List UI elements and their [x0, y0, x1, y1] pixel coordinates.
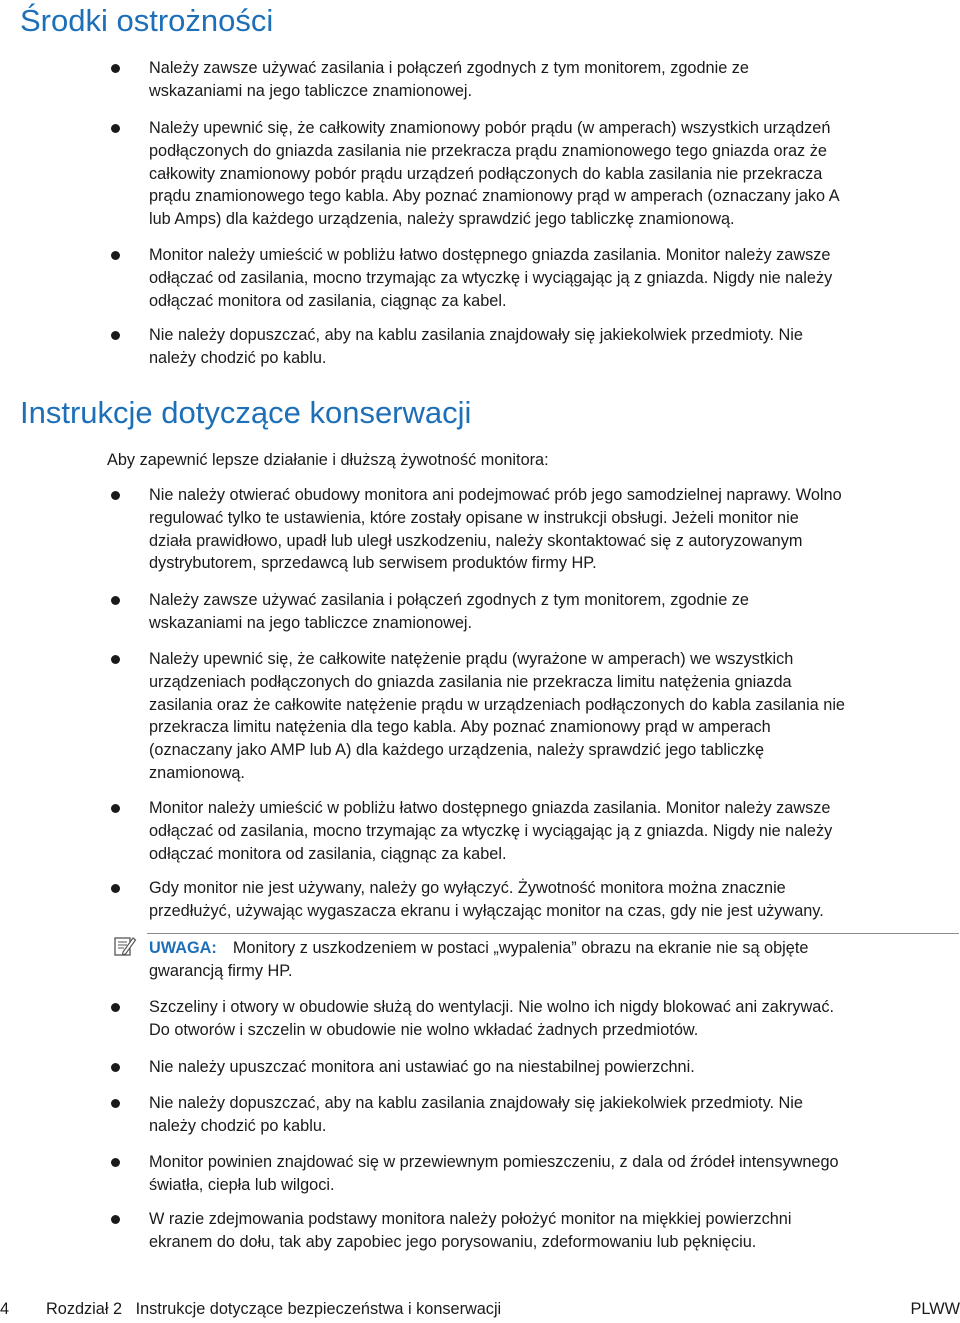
bullet-icon	[111, 1003, 120, 1012]
note-line-2: gwarancją firmy HP.	[149, 961, 293, 980]
bullet-icon	[111, 1063, 120, 1072]
maintenance-intro: Aby zapewnić lepsze działanie i dłuższą żywotność monitora:	[107, 451, 549, 469]
list-item-text	[149, 797, 959, 865]
text-line: regulować tylko te ustawienia, które zostały opisane w instrukcji obsługi. Jeżeli monitor nie	[149, 508, 799, 527]
text-line: przedłużyć, używając wygaszacza ekranu i wyłączając monitor na czas, gdy nie jest używany.	[149, 901, 824, 920]
page-title-maintenance: Instrukcje dotyczące konserwacji	[20, 395, 472, 430]
bullet-icon	[111, 1215, 120, 1224]
note-text-1: Monitory z uszkodzeniem w postaci „wypalenia” obrazu na ekranie nie są objęte	[232, 939, 809, 957]
text-line: należy chodzić po kablu.	[149, 1116, 327, 1135]
text-line: Monitor należy umieścić w pobliżu łatwo dostępnego gniazda zasilania. Monitor należy zawsze	[149, 799, 831, 817]
text-line: lub Amps) dla każdego urządzenia, należy sprawdzić jego tabliczkę znamionową.	[149, 210, 735, 229]
text-line: Nie należy dopuszczać, aby na kablu zasilania znajdowały się jakiekolwiek przedmioty. Nie	[149, 326, 803, 344]
list-item-text	[149, 244, 959, 312]
text-line: Należy zawsze używać zasilania i połączeń zgodnych z tym monitorem, zgodnie ze	[149, 59, 749, 77]
bullet-icon	[111, 884, 120, 893]
footer-chapter-title	[46, 1298, 501, 1320]
text-line: Szczeliny i otwory w obudowie służą do wentylacji. Nie wolno ich nigdy blokować ani zakrywać.	[149, 998, 835, 1016]
bullet-icon	[111, 596, 120, 605]
text-line: Należy upewnić się, że całkowite natężenie prądu (wyrażone w amperach) we wszystkich	[149, 650, 794, 668]
text-line: Do otworów i szczelin w obudowie nie wolno wkładać żadnych przedmiotów.	[149, 1020, 699, 1039]
text-line: podłączonych do gniazda zasilania nie przekracza prądu znamionowego tego gniazda oraz że	[149, 141, 827, 160]
text-line: Nie należy dopuszczać, aby na kablu zasilania znajdowały się jakiekolwiek przedmioty. Nie	[149, 1094, 803, 1112]
note-label: UWAGA:	[149, 939, 217, 957]
note-line-1	[149, 937, 959, 960]
text-line: Nie należy upuszczać monitora ani ustawiać go na niestabilnej powierzchni.	[149, 1058, 695, 1076]
text-line: (oznaczany jako AMP lub A) dla każdego urządzenia, należy sprawdzić jego tabliczkę	[149, 741, 765, 760]
note-icon	[113, 935, 137, 957]
bullet-icon	[111, 804, 120, 813]
bullet-icon	[111, 1099, 120, 1108]
text-line: działa prawidłowo, upadł lub uległ uszkodzeniu, należy skontaktować się z autoryzowanym	[149, 531, 803, 550]
text-line: całkowity znamionowy pobór prądu urządzeń podłączonych do kabla zasilania nie przekracza	[149, 164, 823, 183]
list-item-text	[149, 648, 959, 785]
text-line: odłączać monitora od zasilania, ciągnąc za kabel.	[149, 844, 507, 863]
bullet-icon	[111, 251, 120, 260]
list-item-text	[149, 57, 959, 103]
text-line: wskazaniami na jego tabliczce znamionowej.	[149, 81, 473, 100]
bullet-icon	[111, 64, 120, 73]
text-line: Monitor należy umieścić w pobliżu łatwo dostępnego gniazda zasilania. Monitor należy zawsze	[149, 246, 831, 264]
bullet-icon	[111, 655, 120, 664]
text-line: prądu znamionowego tego kabla. Aby poznać znamionowy prąd w amperach (oznaczany jako A	[149, 187, 840, 206]
text-line: urządzeniach podłączonych do gniazda zasilania nie przekracza limitu natężenia gniazda	[149, 672, 792, 691]
text-line: odłączać monitora od zasilania, ciągnąc za kabel.	[149, 291, 507, 310]
text-line: W razie zdejmowania podstawy monitora należy położyć monitor na miękkiej powierzchni	[149, 1210, 792, 1228]
text-line: znamionową.	[149, 763, 245, 782]
text-line: dystrybutorem, sprzedawcą lub serwisem produktów firmy HP.	[149, 554, 597, 573]
footer-chapter-text: Rozdział 2 Instrukcje dotyczące bezpieczeństwa i konserwacji	[46, 1300, 502, 1318]
text-line: Monitor powinien znajdować się w przewiewnym pomieszczeniu, z dala od źródeł intensywnego	[149, 1153, 839, 1171]
text-line: odłączać od zasilania, mocno trzymając za wtyczkę i wyciągając ją z gniazda. Nigdy nie należy	[149, 268, 833, 287]
list-item-text	[149, 324, 959, 370]
list-item-text	[149, 1092, 959, 1138]
note-divider	[147, 933, 959, 934]
list-item-text	[149, 117, 959, 231]
list-item-text	[149, 1151, 959, 1197]
list-item-text	[149, 589, 959, 635]
page-title-precautions: Środki ostrożności	[20, 3, 274, 38]
text-line: odłączać od zasilania, mocno trzymając za wtyczkę i wyciągając ją z gniazda. Nigdy nie należy	[149, 821, 833, 840]
text-line: Nie należy otwierać obudowy monitora ani podejmować prób jego samodzielnej naprawy. Wolno	[149, 486, 842, 504]
bullet-icon	[111, 124, 120, 133]
list-item-text	[149, 877, 959, 923]
text-line: światła, ciepła lub wilgoci.	[149, 1175, 335, 1194]
list-item-text	[149, 996, 959, 1042]
text-line: ekranem do dołu, tak aby zapobiec jego porysowaniu, zdeformowaniu lub pęknięciu.	[149, 1232, 757, 1251]
text-line: wskazaniami na jego tabliczce znamionowej.	[149, 613, 473, 632]
text-line: Gdy monitor nie jest używany, należy go wyłączyć. Żywotność monitora można znacznie	[149, 879, 786, 897]
text-line: należy chodzić po kablu.	[149, 348, 327, 367]
text-line: Należy zawsze używać zasilania i połączeń zgodnych z tym monitorem, zgodnie ze	[149, 591, 749, 609]
footer-language-code: PLWW	[910, 1300, 960, 1318]
text-line: przekracza limitu natężenia dla tego kabla. Aby poznać znamionowy prąd w amperach	[149, 718, 771, 737]
list-item-text	[149, 1056, 959, 1079]
list-item-text	[149, 1208, 959, 1254]
list-item-text	[149, 484, 959, 575]
footer-page-number: 4	[0, 1300, 10, 1318]
bullet-icon	[111, 491, 120, 500]
text-line: Należy upewnić się, że całkowity znamionowy pobór prądu (w amperach) wszystkich urządzeń	[149, 119, 831, 137]
bullet-icon	[111, 331, 120, 340]
bullet-icon	[111, 1158, 120, 1167]
text-line: zasilania oraz że całkowite natężenie prądu w urządzeniach podłączonych do kabla zasilania nie	[149, 695, 845, 714]
